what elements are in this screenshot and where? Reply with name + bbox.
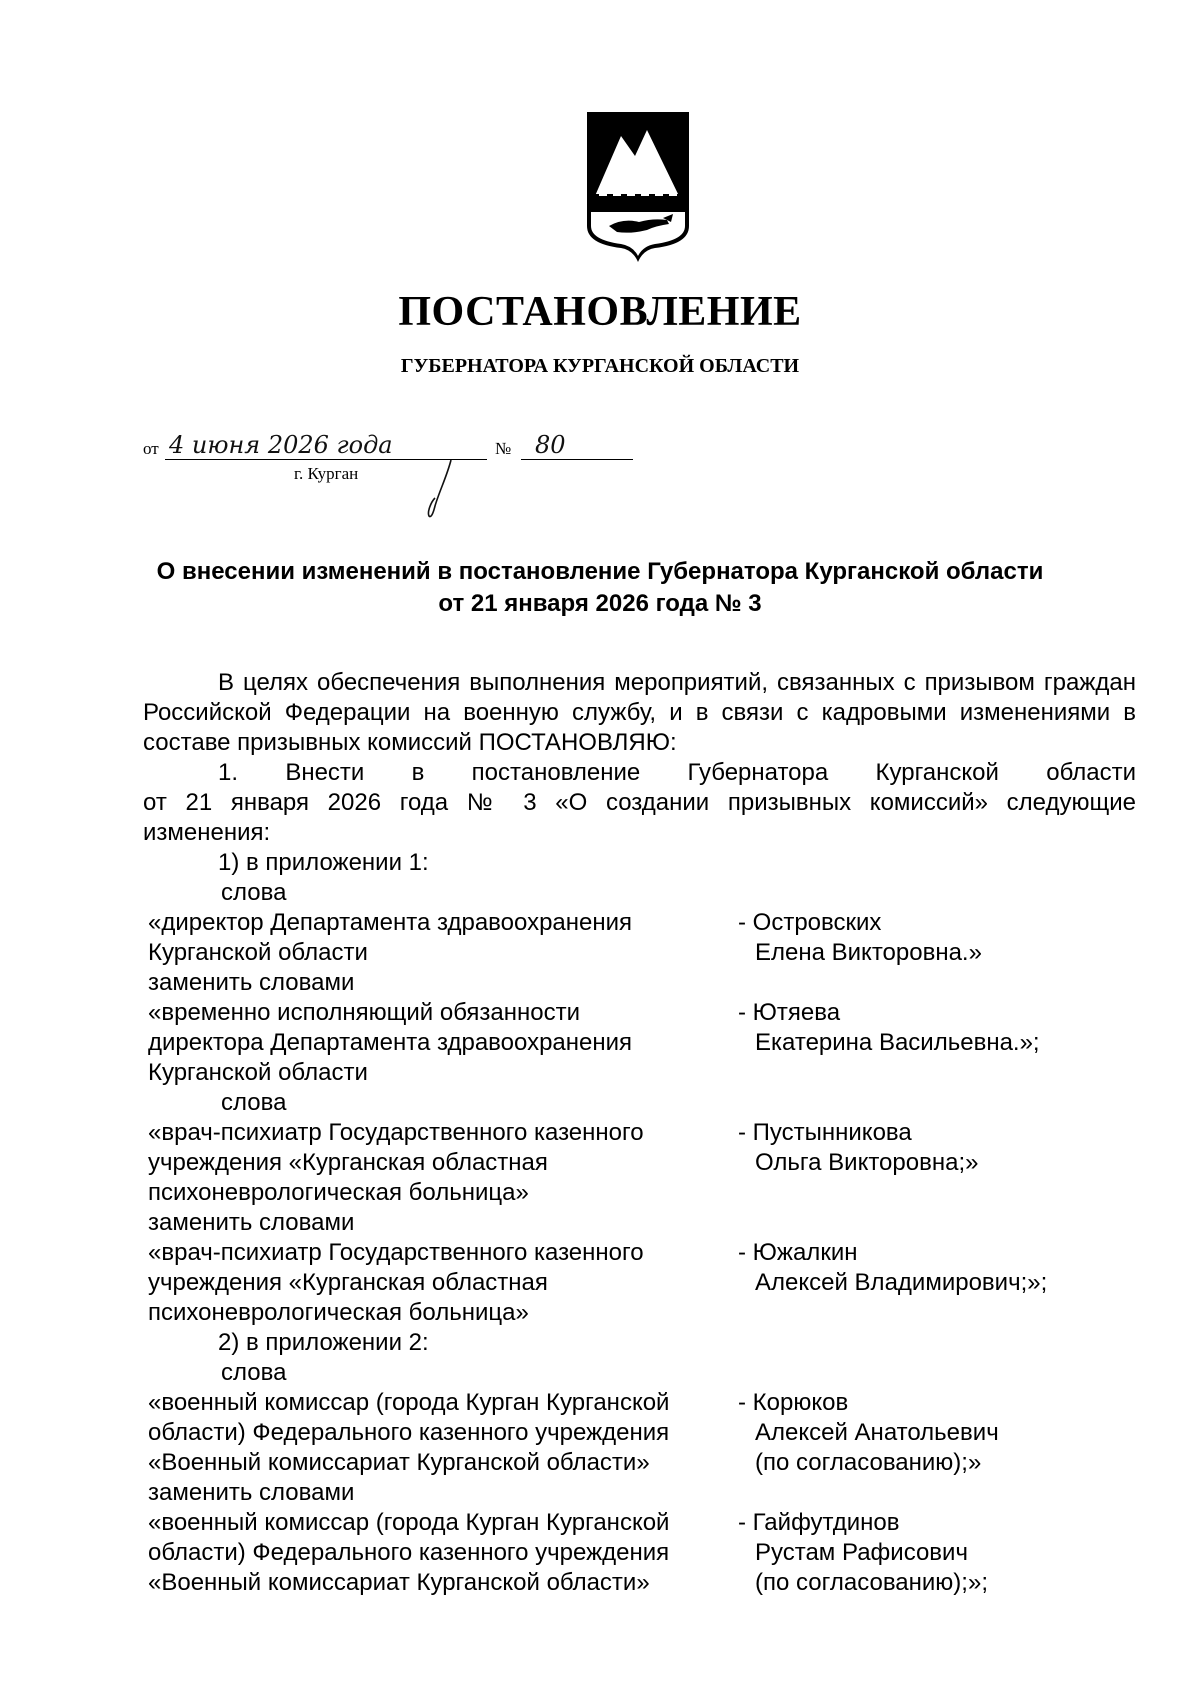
city-label: г. Курган xyxy=(294,464,359,483)
entry-person-line: (по согласованию);» xyxy=(755,1449,982,1476)
replace-label: заменить словами xyxy=(148,969,355,996)
entry-person-line: - Пустынникова xyxy=(738,1119,912,1146)
words-label: слова xyxy=(221,1089,287,1116)
entry-position-line: учреждения «Курганская областная xyxy=(148,1269,548,1296)
subject-line: О внесении изменений в постановление Губернатора Курганской области xyxy=(156,558,1044,585)
appendix2-heading: 2) в приложении 2: xyxy=(218,1329,429,1356)
words-label: слова xyxy=(221,879,287,906)
preamble-paragraph: В целях обеспечения выполнения мероприятий, связанных с призывом граждан Российской Федерации на военную службу, и в связи с кадровыми изменениями в составе призывных комиссий ПОСТАНОВЛЯЮ: xyxy=(143,669,1136,756)
document-subject xyxy=(0,556,1200,620)
item1-line: 1. Внести в постановление Губернатора Курганской области xyxy=(218,759,1136,786)
entry-position-line: психоневрологическая больница» xyxy=(148,1179,529,1206)
entry-person-line: - Южалкин xyxy=(738,1239,858,1266)
entry-person-line: Екатерина Васильевна.»; xyxy=(755,1029,1040,1056)
pen-stroke xyxy=(425,458,455,520)
entry-position-line: «военный комиссар (города Курган Курганской xyxy=(148,1389,670,1416)
document-subtitle: ГУБЕРНАТОРА КУРГАНСКОЙ ОБЛАСТИ xyxy=(400,355,800,377)
document-title: ПОСТАНОВЛЕНИЕ xyxy=(398,289,802,335)
entry-person-line: Ольга Викторовна;» xyxy=(755,1149,979,1176)
entry-position-line: Курганской области xyxy=(148,939,368,966)
entry-person-line: (по согласованию);»; xyxy=(755,1569,988,1596)
entry-position-line: «директор Департамента здравоохранения xyxy=(148,909,633,936)
entry-person-line: Рустам Рафисович xyxy=(755,1539,968,1566)
entry-position-line: «врач-психиатр Государственного казенного xyxy=(148,1239,644,1266)
entry-position-line: психоневрологическая больница» xyxy=(148,1299,529,1326)
entry-position-line: «временно исполняющий обязанности xyxy=(148,999,581,1026)
entry-position-line: директора Департамента здравоохранения xyxy=(148,1029,633,1056)
entry-position-line: учреждения «Курганская областная xyxy=(148,1149,548,1176)
number-label: № xyxy=(495,439,512,458)
handwritten-date: 4 июня 2026 года xyxy=(169,431,393,459)
words-label: слова xyxy=(221,1359,287,1386)
from-label: от xyxy=(143,439,159,458)
item1-line: от 21 января 2026 года № 3 «О создании призывных комиссий» следующие xyxy=(143,789,1136,816)
entry-person-line: Алексей Анатольевич xyxy=(755,1419,999,1446)
entry-position-line: области) Федерального казенного учреждения xyxy=(148,1539,670,1566)
entry-person-line: - Корюков xyxy=(738,1389,849,1416)
replace-label: заменить словами xyxy=(148,1209,355,1236)
entry-person-line: Елена Викторовна.» xyxy=(755,939,982,966)
entry-position-line: «Военный комиссариат Курганской области» xyxy=(148,1569,650,1596)
entry-position-line: «военный комиссар (города Курган Курганской xyxy=(148,1509,670,1536)
entry-person-line: - Ютяева xyxy=(738,999,841,1026)
handwritten-number: 80 xyxy=(535,431,566,459)
entry-position-line: Курганской области xyxy=(148,1059,368,1086)
entry-position-line: области) Федерального казенного учреждения xyxy=(148,1419,670,1446)
subject-line: от 21 января 2026 года № 3 xyxy=(438,590,762,617)
entry-position-line: «врач-психиатр Государственного казенного xyxy=(148,1119,644,1146)
date-number-line xyxy=(143,433,663,463)
entry-position-line: «Военный комиссариат Курганской области» xyxy=(148,1449,650,1476)
coat-of-arms-emblem xyxy=(583,108,693,268)
item1-line: изменения: xyxy=(143,819,271,846)
appendix1-heading: 1) в приложении 1: xyxy=(218,849,429,876)
entry-person-line: - Островских xyxy=(738,909,882,936)
entry-person-line: Алексей Владимирович;»; xyxy=(755,1269,1048,1296)
replace-label: заменить словами xyxy=(148,1479,355,1506)
entry-person-line: - Гайфутдинов xyxy=(738,1509,900,1536)
